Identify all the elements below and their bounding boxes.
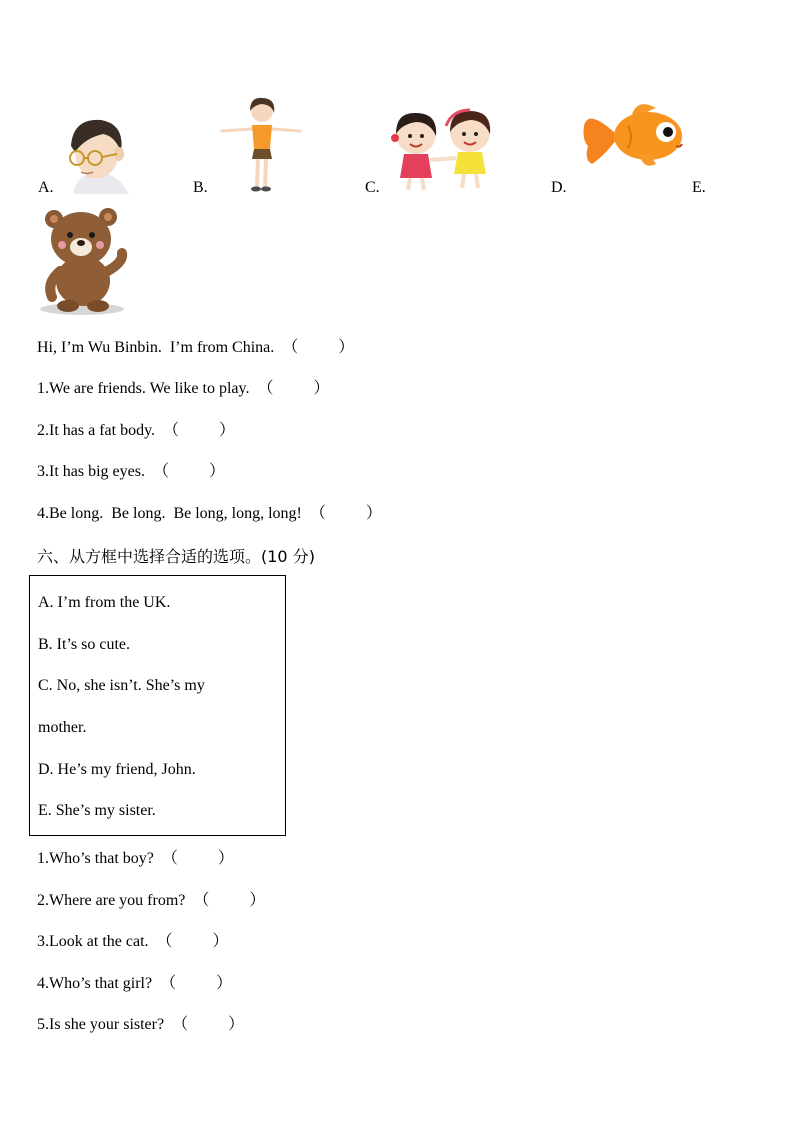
section-heading: 六、从方框中选择合适的选项。(10 分) [37,547,315,566]
question-3: 3.Look at the cat. （ ） [37,933,229,950]
tall-thin-girl-icon [218,95,304,193]
question-2: 2.Where are you from? （ ） [37,892,266,909]
box-option-c-continued: mother. [38,719,87,736]
sentence-3: 3.It has big eyes. （ ） [37,463,225,480]
box-option-a: A. I’m from the UK. [38,594,171,611]
question-4: 4.Who’s that girl? （ ） [37,975,233,992]
question-1: 1.Who’s that boy? （ ） [37,850,234,867]
box-option-d: D. He’s my friend, John. [38,761,196,778]
options-box [29,575,286,836]
two-girls-friends-icon [386,108,498,194]
box-option-e: E. She’s my sister. [38,802,156,819]
option-letter-c: C. [365,179,380,196]
option-letter-e: E. [692,179,706,196]
option-letter-a: A. [38,179,54,196]
sentence-1: 1.We are friends. We like to play. （ ） [37,380,330,397]
goldfish-icon [582,100,688,170]
box-option-c: C. No, she isn’t. She’s my [38,677,205,694]
brown-bear-icon [38,205,128,319]
sentence-2: 2.It has a fat body. （ ） [37,422,236,439]
option-letter-b: B. [193,179,208,196]
sentence-example: Hi, I’m Wu Binbin. I’m from China. （ ） [37,339,355,356]
sentence-4: 4.Be long. Be long. Be long, long, long! （ ） [37,505,382,522]
boy-with-glasses-icon [55,112,135,194]
box-option-b: B. It’s so cute. [38,636,130,653]
question-5: 5.Is she your sister? （ ） [37,1016,245,1033]
option-letter-d: D. [551,179,567,196]
